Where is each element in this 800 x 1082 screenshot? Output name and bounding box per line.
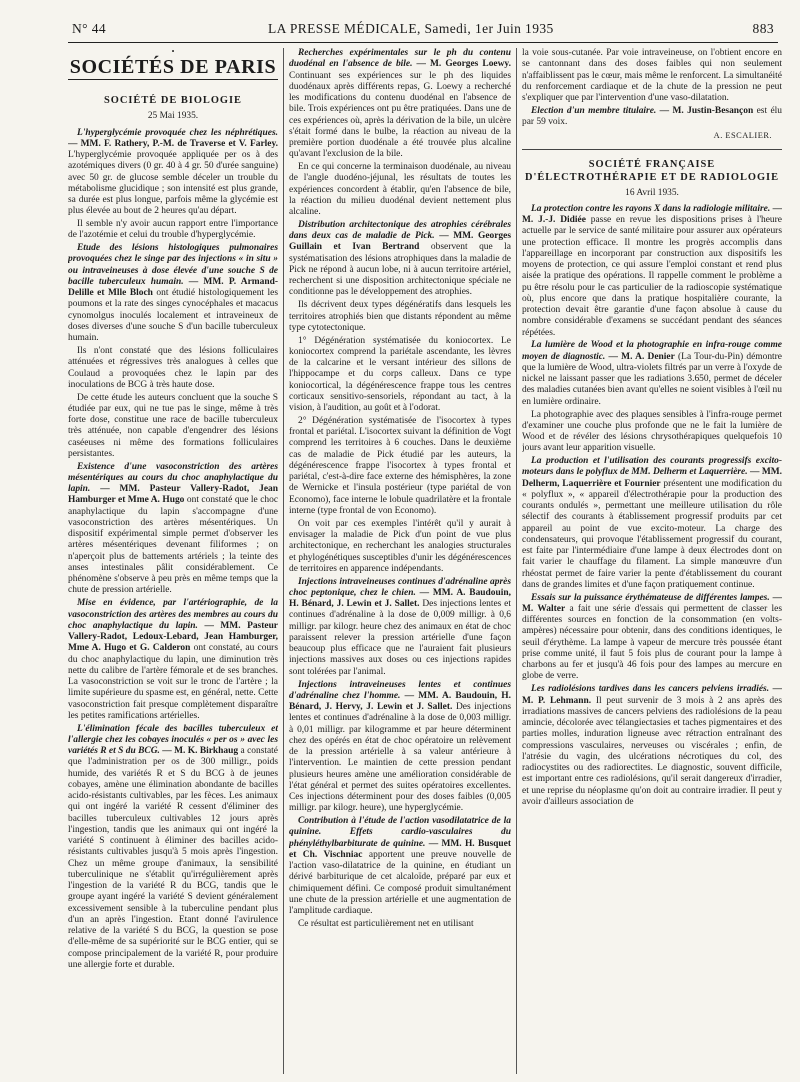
article-text: ont constaté que le choc anaphylactique du lapin s'accompagne d'une vasoconstriction des artères mésentériques. Un dispositif expérimental simple permet d'observer les artères mésentériques devenant filiformes ; on n'aperçoit plus de battements artériels ; la teinte des anses intestinales pâlit considérablement. Ce phénomène s'observe à peu près en même temps que la chute de pression artérielle.	[68, 495, 278, 596]
article-authors: — M. Georges Loewy.	[416, 59, 511, 70]
article-title: Mise en évidence, par l'artériographie, de la vasoconstriction des artères des membres au cours du choc anaphylactique du lapin.	[68, 598, 278, 631]
article-title: Recherches expérimentales sur le ph du contenu duodénal en l'absence de bile.	[289, 48, 511, 70]
column-left	[68, 48, 278, 1076]
session-date: 16 Avril 1935.	[625, 187, 679, 198]
column-middle	[289, 48, 511, 1076]
ornament: •	[171, 48, 175, 56]
article-authors: — MM. F. Rathery, P.-M. de Traverse et V. Farley.	[68, 138, 278, 149]
society-title: SOCIÉTÉ FRANÇAISE D'ÉLECTROTHÉRAPIE ET DE RADIOLOGIE	[524, 158, 780, 183]
section-rule	[68, 79, 278, 80]
article-text: Des injections lentes et continues d'adrénaline à la dose de 0,003 milligr. à 0,01 milligr. par kilogramme et par heure déterminent chez des opérés en état de choc opératoire un relèvement de la pression artérielle à sa valeur antérieure à l'intervention. Le maintien de cette pression pendant plusieurs heures amène une amélioration considérable de l'état général et permet des suites opératoires excellentes. Ces injections déterminent pour des doses faibles (0,005 milligr. par kilogr. heure), une hyperglycémie.	[289, 702, 511, 814]
article-text: ont étudié histologiquement les poumons et la rate des singes cynocéphales et macacus cynomolgus inoculés localement et intraveineux de doses diverses d'une souche S d'un bacille tuberculeux humain.	[68, 288, 278, 344]
session-date: 25 Mai 1935.	[147, 111, 199, 122]
article	[522, 456, 782, 591]
article-authors: — MM. Delherm, Laquerrière et Fournier	[522, 467, 782, 489]
section-title: SOCIÉTÉS DE PARIS	[69, 56, 277, 78]
article-authors: — MM. Georges Guillain et Ivan Bertrand	[289, 231, 511, 253]
page-header	[68, 18, 778, 43]
column-right	[522, 48, 782, 1076]
article	[522, 593, 782, 683]
paragraph: En ce qui concerne la terminaison duodénale, au niveau de l'angle duodéno-jéjunal, les résultats de toutes les expériences concordent à établir, qu'en l'absence de bile, la réaction du milieu duodénal devient nettement plus alcaline.	[289, 162, 511, 218]
article-text: ont constaté, au cours du choc anaphylactique du lapin, une diminution très nette du calibre de l'artère fémorale et de ses branches. La vasoconstriction se voit sur le tronc de l'artère ; la limite supérieure du spasme est, en général, nette. Cette vasoconstriction fait presque complètement disparaître les petites ramifications artérielles.	[68, 643, 278, 721]
article-title: Etude des lésions histologiques pulmonaires provoquées chez le singe par des injections « in situ » ou intraveineuses à dose élevée d'une souche S de bacille tuberculeux humain.	[68, 243, 278, 287]
article-text: observent que la systématisation des lésions atrophiques dans la maladie de Pick ne répond à aucun lobe, ni à aucun territoire artériel, recherchent si une disposition architectonique spéciale ne conditionne pas le développement des atrophies.	[289, 242, 511, 298]
article-title: Injections intraveineuses continues d'adrénaline après choc peptonique, chez le chien.	[289, 576, 511, 598]
paragraph: On voit par ces exemples l'intérêt qu'il y aurait à envisager la maladie de Pick d'un point de vue plus architectonique, en recherchant les analogies structurales et phylogénétiques susceptibles d'unir les dégénérescences de territoires en apparence indépendants.	[289, 518, 511, 574]
article-text: passe en revue les dispositions prises à l'heure actuelle par le service de santé militaire pour assurer aux opérateurs une protection efficace. Il montre les progrès accomplis dans l'appareillage en incorporant par construction aux dispositifs les moyens de protection, ce qui assure l'emploi constant et rend plus aisée la pratique des opérations. Il rappelle comment le problème a pu être résolu pour le cas particulier de la radioscopie systématique où, plus encore que dans la pratique hospitalière courante, la protection devait être garantie d'une façon absolue à cause du nombre considérable d'examens se succédant pendant des séances répétées.	[522, 215, 782, 338]
article-authors: — M. K. Birkhaug	[162, 746, 239, 757]
article-title: Injections intraveineuses lentes et continues d'adrénaline chez l'homme.	[289, 679, 511, 701]
article	[522, 204, 782, 339]
article-title: Essais sur la puissance érythémateuse de différentes lampes.	[531, 592, 770, 603]
article-title: Existence d'une vasoconstriction des artères mésentériques au cours du choc anaphylactique du lapin.	[68, 461, 278, 495]
paragraph: De cette étude les auteurs concluent que la souche S étudiée par eux, qui ne tue pas le singe, même à très forte dose, constitue une race de bacille tuberculeux très atténuée, non capable d'engendrer des lésions caséeuses ni même des formations folliculaires persistantes.	[68, 392, 278, 459]
article	[522, 106, 782, 129]
article-text: (La Tour-du-Pin) démontre que la lumière de Wood, ultra-violets filtrés par un verre à l'oxyde de nickel ne laissant passer que les radiations 3.650, permet de déceler des maladies cutanées bien avant qu'elles ne soient visibles à l'œil nu en lumière ordinaire.	[522, 351, 782, 407]
paragraph: Ils décrivent deux types dégénératifs dans lesquels les territoires atrophiés bien que distants répondent au même type cytotectonique.	[289, 300, 511, 333]
paragraph: Ils n'ont constaté que des lésions folliculaires atténuées et régressives très analogues à celles que Coulaud a provoquées chez le lapin par des inoculations de BCG à très haute dose.	[68, 346, 278, 390]
publication-line: LA PRESSE MÉDICALE, Samedi, 1er Juin 1935	[268, 21, 554, 36]
article	[289, 680, 511, 815]
page-number: 883	[752, 21, 774, 36]
paragraph: La photographie avec des plaques sensibles à l'infra-rouge permet d'examiner une couche plus profonde que ne le fait la lumière de Wood et de révéler des lésions chrysothérapiques quelquefois 10 jours avant leur apparition visuelle.	[522, 409, 782, 454]
paragraph: Il semble n'y avoir aucun rapport entre l'importance de l'azotémie et celui du trouble d'hyperglycémie.	[68, 219, 278, 241]
article-authors: — MM. A. Baudouin, H. Bénard, J. Lewin et J. Sallet.	[289, 587, 511, 610]
article	[289, 577, 511, 678]
article-authors: — MM. A. Baudouin, H. Bénard, J. Hervy, J. Lewin et J. Sallet.	[289, 690, 511, 712]
signature: A. ESCALIER.	[713, 131, 772, 141]
paragraph: 1° Dégénération systématisée du koniocortex. Le koniocortex comprend la pariétale ascendante, les lèvres de la calcarine et le versant intérieur des sillons de l'hippocampe et du corps calleux. Dans ce type koniocortical, la dégénérescence frappe tous les centres corticaux sensitivo-sensoriels, répondant au tact, à la vision, à l'audition, au goût et à l'odorat.	[289, 335, 511, 414]
paragraph: la voie sous-cutanée. Par voie intraveineuse, on l'obtient encore en se cantonnant dans des doses faibles qui non seulement n'affaiblissent pas le cœur, mais même le renforcent. La simultanéité du renforcement cardiaque et de la chute de la pression ne peut s'expliquer que par l'intervention d'une vaso-dilatation.	[522, 48, 782, 103]
article-text: a fait une série d'essais qui permettent de classer les différentes sources en fonction de la consommation (en volts-ampères) nécessaire pour obtenir, dans des conditions identiques, le seuil d'érythème. La lampe à vapeur de mercure très poussée étant prise comme unité, il faut 5 fois plus de courant pour la lampe à charbons au fer et jusqu'à 46 fois pour des lampes au mercure en globe de verre.	[522, 603, 782, 682]
article	[68, 462, 278, 597]
article-authors: — MM. Pasteur Vallery-Radot, Ledoux-Lebard, Jean Hamburger, Mme A. Hugo et G. Calderon	[68, 620, 278, 654]
article-authors: — M. P. Lehmann.	[522, 684, 782, 706]
article-authors: — M. A. Denier	[608, 351, 675, 362]
article-authors: — M. Walter	[522, 592, 782, 614]
article-authors: — M. J.-J. Didiée	[522, 203, 782, 226]
article-text: Il peut survenir de 3 mois à 2 ans après des irradiations massives de cancers pelviens des radiolésions de la peau amincie, décolorée avec télangiectasies et taches pigmentaires et des parties molles, induration ligneuse avec rétraction entraînant des compressions vasculaires, nerveuses ou viscérales ; enfin, de l'atrésie du vagin, des ulcérations nécrotiques du col, des radiocystites ou des radiorectites. Le diagnostic, souvent difficile, est important entre ces radiolésions, qu'il serait dangereux d'irradier, et une reprise du néoplasme qu'on doit au contraire irradier. Il peut y avoir d'ailleurs association de	[522, 695, 782, 807]
article-title: Distribution architectonique des atrophies cérébrales dans deux cas de maladie de Pick.	[289, 219, 511, 242]
article-title: Contribution à l'étude de l'action vasodilatatrice de la quinine. Effets cardio-vasculaires du phényléthylbarbiturate de quinine.	[289, 816, 511, 849]
article-authors: — M. Justin-Besançon	[659, 105, 754, 116]
article-text: apportent une preuve nouvelle de l'action vaso-dilatatrice de la quinine, en étudiant un dérivé barbiturique de cet alcaloïde, préparé par eux et chimiquement défini. Ce composé produit simultanément une chute de la pression artérielle et une augmentation de l'amplitude cardiaque.	[289, 849, 511, 917]
section-break-rule	[522, 149, 782, 150]
article	[522, 340, 782, 408]
article-title: L'hyperglycémie provoquée chez les néphrétiques.	[77, 127, 278, 138]
article-text: L'hyperglycémie provoquée appliquée per os à des azotémiques divers (0 gr. 40 à 4 gr. 50 d'urée sanguine) avec 50 gr. de glucose semble déceler un trouble du métabolisme glucidique ; son intensité est plus grande, sa durée est plus longue, parfois même la glycémie est plus élevée au bout de 2 heures qu'au départ.	[68, 150, 278, 217]
article-title: Les radiolésions tardives dans les cancers pelviens irradiés.	[531, 684, 770, 695]
article-text: a constaté que l'administration per os de 300 milligr., poids humide, des variétés R et S du BCG à de jeunes cobayes, amène une élimination abondante de bacilles acido-résistants cultivables, par les fèces. Les animaux qui ont ingéré la variété R cessent d'éliminer des bacilles tuberculeux cultivables 12 jours après l'ingestion, tandis que les animaux qui ont ingéré la variété S continuent à éliminer des bacilles acido-résistants cultivables jusqu'à 5 mois après l'ingestion. Chez un même groupe d'animaux, la sensibilité tuberculinique ne s'établit qu'irrégulièrement après l'ingestion de la variété R du BCG, tandis que le groupe ayant ingéré la variété S devient généralement excessivement sensible à la tuberculine pendant plus d'un an après l'ingestion. Etant donné l'avirulence relative de la variété S du BCG, la question se pose d'elle-même de sa supériorité sur le BCG entier, qui se compose principalement de la variété R, pour produire une allergie forte et durable.	[68, 746, 278, 970]
paragraph: 2° Dégénération systématisée de l'isocortex à types frontal et pariétal. L'isocortex suivant la définition de Vogt comprend les territoires à 6 couches. Dans le deuxième cas de maladie de Pick étudié par les auteurs, la dégénérescence frappe l'isocortex à types frontal et pariétal, c'est-à-dire face externe des hémisphères, la zone de Wernicke et l'insula postérieur (type pariétal de von Economo), face interne le lobule quadrilatère et la frontale interne (type frontal de von Economo).	[289, 415, 511, 516]
paragraph: Ce résultat est particulièrement net en utilisant	[298, 918, 474, 929]
article-text: Des injections lentes et continues d'adrénaline à la dose de 0,009 milligr. à 0,6 milligr. par kilogr. heure chez des animaux en état de choc paraissent relever la pression artérielle d'une façon beaucoup plus efficace que ne l'auraient fait plusieurs injections massives aux doses ou ces injections rapides sont tolérées par l'animal.	[289, 599, 511, 677]
article	[68, 128, 278, 218]
article-title: La production et l'utilisation des courants progressifs excito-moteurs dans le polyflux de MM. Delherm et Laquerrière.	[522, 456, 782, 478]
article	[68, 724, 278, 972]
article-authors: — MM. H. Busquet et Ch. Vischniac	[289, 838, 511, 860]
article-authors: — MM. Pasteur Vallery-Radot, Jean Hamburger et Mme A. Hugo	[68, 484, 278, 506]
article-text: est élu par 59 voix.	[522, 105, 782, 128]
column-divider	[283, 48, 284, 1074]
article	[68, 243, 278, 344]
column-divider	[516, 48, 517, 1074]
article-title: La lumière de Wood et la photographie en infra-rouge comme moyen de diagnostic.	[522, 340, 782, 362]
article-authors: — MM. P. Armand-Delille et Mlle Bloch	[68, 276, 278, 299]
article	[289, 816, 511, 917]
article-text: Continuant ses expériences sur le ph des liquides duodénaux après différents repas, G. Loewy a recherché les modifications du contenu duodénal en l'absence de bile. Trois expériences ont pu être pratiquées. Dans une de ces expériences où, après la dérivation de la bile, un ulcère s'était formé dans le bulbe, la réaction au niveau de la première portion duodénale a été trouvée plus alcaline qu'avant l'exclusion de la bile.	[289, 70, 511, 160]
article-title: L'élimination fécale des bacilles tuberculeux et l'allergie chez les cobayes inoculés « per os » avec les variétés R et S du BCG.	[68, 723, 278, 757]
society-title: SOCIÉTÉ DE BIOLOGIE	[104, 95, 242, 107]
article	[289, 48, 511, 161]
article-title: Election d'un membre titulaire.	[531, 105, 657, 116]
article-title: La protection contre les rayons X dans la radiologie militaire.	[531, 203, 771, 214]
article	[289, 220, 511, 299]
article	[68, 598, 278, 722]
issue-number: N° 44	[72, 21, 107, 36]
article	[522, 684, 782, 808]
article-text: présentent une modification du « polyflux », « appareil d'électrothérapie pour la production des courants ondulés », permettant une meilleure utilisation du rôle sélectif des courants à établissement progressif produits par cet appareil au point de vue excito-moteur. La charge des condensateurs, qui provoque l'établissement progressif du courant, est faite par l'intermédiaire d'une lampe à deux électrodes dont on fait varier le chauffage du filament. La simple manœuvre d'un rhéostat permet de faire varier la pente d'établissement du courant dans de grandes limites et d'une façon pratiquement continue.	[522, 478, 782, 590]
